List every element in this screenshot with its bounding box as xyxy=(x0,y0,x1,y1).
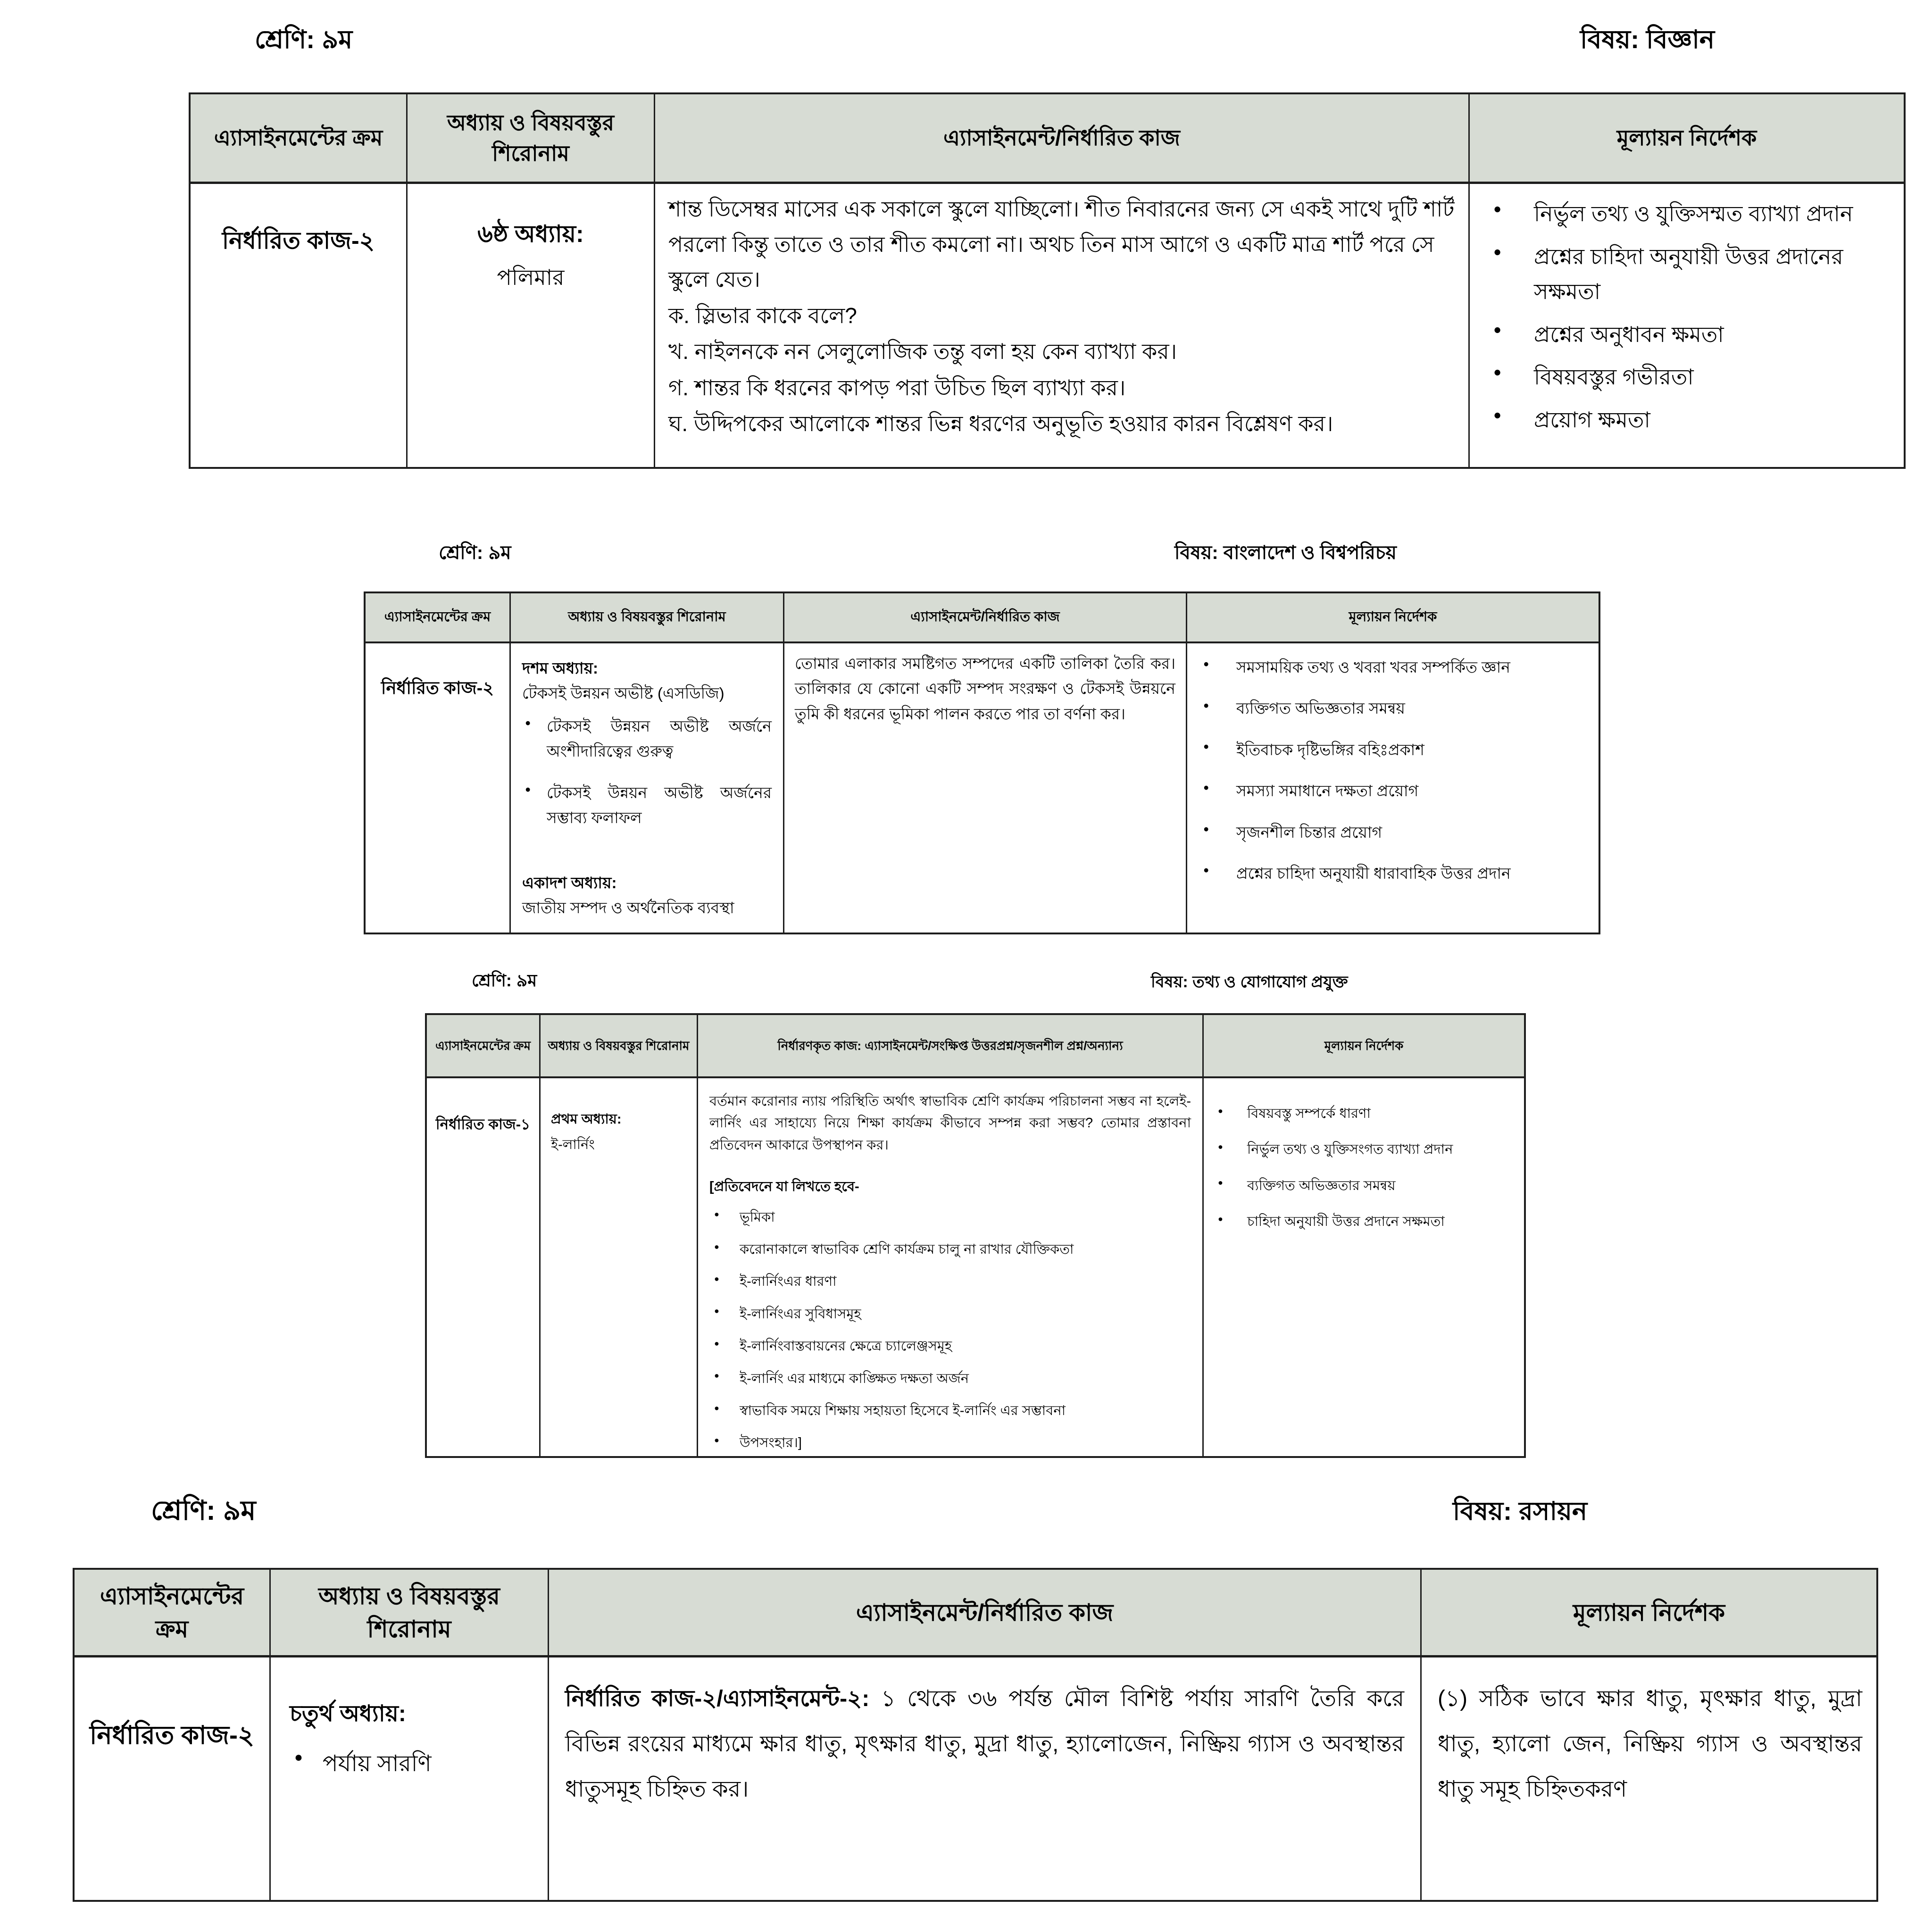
class-label-bgs: শ্রেণি: ৯ম xyxy=(439,542,511,563)
class-label-science: শ্রেণি: ৯ম xyxy=(255,25,353,54)
report-bullet-item: ● ই-লার্নিংএর সুবিধাসমূহ xyxy=(709,1303,1191,1325)
chapter-subtitle: ই-লার্নিং xyxy=(551,1137,595,1153)
task-text: ১ থেকে ৩৬ পর্যন্ত মৌল বিশিষ্ট পর্যায় সারণি তৈরি করে বিভিন্ন রংয়ের মাধ্যমে ক্ষার ধাতু, মৃৎক্ষার ধাতু, মুদ্রা ধাতু, হ্যালোজেন, নিষ্ক্রিয় গ্যাস ও অবস্থান্তর ধাতুসমূহ চিহ্নিত কর। xyxy=(565,1686,1404,1802)
column-header-task: এ্যাসাইনমেন্ট/নির্ধারিত কাজ xyxy=(549,1570,1422,1657)
indicator-item: ● প্রশ্নের চাহিদা অনুযায়ী উত্তর প্রদানের সক্ষমতা xyxy=(1489,239,1894,309)
subject-label-bgs: বিষয়: বাংলাদেশ ও বিশ্বপরিচয় xyxy=(1174,542,1397,563)
task-cell xyxy=(655,184,1470,467)
column-header-task: এ্যাসাইনমেন্ট/নির্ধারিত কাজ xyxy=(784,593,1187,643)
chapter-title-2: একাদশ অধ্যায়: xyxy=(522,874,617,891)
report-bullet-item: ● করোনাকালে স্বাভাবিক শ্রেণি কার্যক্রম চালু না রাখার যৌক্তিকতা xyxy=(709,1239,1191,1260)
column-header-task: নির্ধারণকৃত কাজ: এ্যাসাইনমেন্ট/সংক্ষিপ্ত উত্তরপ্রশ্ন/সৃজনশীল প্রশ্ন/অন্যান্য xyxy=(698,1015,1204,1078)
spacer xyxy=(522,847,772,867)
column-header-indicator: মূল্যায়ন নির্দেশক xyxy=(1470,94,1904,184)
report-bullet-item: ● স্বাভাবিক সময়ে শিক্ষায় সহায়তা হিসেবে ই-লার্নিং এর সম্ভাবনা xyxy=(709,1400,1191,1422)
task-line: শান্ত ডিসেম্বর মাসের এক সকালে স্কুলে যাচ্ছিলো। শীত নিবারনের জন্য সে একই সাথে দুটি শার্ট পরলো কিন্তু তাতে ও তার শীত কমলো না। অথচ তিন মাস আগে ও একটি মাত্র শার্ট পরে সে স্কুলে যেত। xyxy=(668,197,1455,292)
assignment-table-science xyxy=(189,92,1906,469)
chapter-cell xyxy=(271,1657,549,1900)
chapter-cell xyxy=(408,184,655,467)
seq-cell: নির্ধারিত কাজ-২ xyxy=(366,643,511,933)
task-bold-prefix: নির্ধারিত কাজ-২/এ্যাসাইনমেন্ট-২: xyxy=(565,1686,870,1711)
seq-cell: নির্ধারিত কাজ-২ xyxy=(191,184,408,467)
indicator-item: ● বিষয়বস্তু সম্পর্কে ধারণা xyxy=(1216,1103,1517,1124)
indicators-cell: (১) সঠিক ভাবে ক্ষার ধাতু, মৃৎক্ষার ধাতু, মুদ্রা ধাতু, হ্যালো জেন, নিষ্ক্রিয় গ্যাস ও অবস্থান্তর ধাতু সমূহ চিহ্নিতকরণ xyxy=(1422,1657,1876,1900)
indicators-cell xyxy=(1204,1078,1524,1456)
chapter-cell xyxy=(541,1078,698,1456)
chapter-subtitle: টেকসই উন্নয়ন অভীষ্ট (এসডিজি) xyxy=(522,684,724,702)
indicator-item: ● সমসাময়িক তথ্য ও খবরা খবর সম্পর্কিত জ্ঞান xyxy=(1201,655,1591,680)
chapter-bullet-list xyxy=(522,714,772,831)
class-label-chemistry: শ্রেণি: ৯ম xyxy=(151,1495,256,1526)
report-bullet-item: ● ই-লার্নিং এর মাধ্যমে কাঙ্ক্ষিত দক্ষতা অর্জন xyxy=(709,1368,1191,1390)
column-header-serial: এ্যাসাইনমেন্টের ক্রম xyxy=(427,1015,541,1078)
column-header-serial: এ্যাসাইনমেন্টের ক্রম xyxy=(191,94,408,184)
subject-label-ict: বিষয়: তথ্য ও যোগাযোগ প্রযুক্ত xyxy=(1151,973,1348,991)
chapter-bullet-list xyxy=(290,1741,538,1787)
task-line: খ. নাইলনকে নন সেলুলোজিক তন্তু বলা হয় কেন ব্যাখ্যা কর। xyxy=(668,339,1177,364)
task-paragraph: বর্তমান করোনার ন্যায় পরিস্থিতি অর্থাৎ স্বাভাবিক শ্রেণি কার্যক্রম পরিচালনা সম্ভব না হলেই-লার্নিং এর সাহায্যে নিয়ে শিক্ষা কার্যক্রম কীভাবে সম্পন্ন করা সম্ভব? তোমার প্রস্তাবনা প্রতিবেদন আকারে উপস্থাপন কর। xyxy=(709,1094,1191,1153)
task-line: ঘ. উদ্দিপকের আলোকে শান্তর ভিন্ন ধরণের অনুভূতি হওয়ার কারন বিশ্লেষণ কর। xyxy=(668,411,1333,436)
assignment-table-chemistry xyxy=(73,1568,1878,1902)
report-bullet-list xyxy=(709,1207,1191,1454)
column-header-chapter: অধ্যায় ও বিষয়বস্তুর শিরোনাম xyxy=(541,1015,698,1078)
indicator-item: ● প্রশ্নের চাহিদা অনুযায়ী ধারাবাহিক উত্তর প্রদান xyxy=(1201,861,1591,886)
subject-label-chemistry: বিষয়: রসায়ন xyxy=(1453,1497,1588,1525)
column-header-serial: এ্যাসাইনমেন্টের ক্রম xyxy=(75,1570,271,1657)
indicator-item: ● নির্ভুল তথ্য ও যুক্তিসম্মত ব্যাখ্যা প্রদান xyxy=(1489,196,1894,232)
indicator-item: ● চাহিদা অনুযায়ী উত্তর প্রদানে সক্ষমতা xyxy=(1216,1211,1517,1232)
column-header-task: এ্যাসাইনমেন্ট/নির্ধারিত কাজ xyxy=(655,94,1470,184)
chapter-bullet-item: ● পর্যায় সারণি xyxy=(290,1741,538,1787)
assignment-table-ict xyxy=(425,1013,1526,1458)
indicator-item: ● সমস্যা সমাধানে দক্ষতা প্রয়োগ xyxy=(1201,778,1591,803)
class-label-ict: শ্রেণি: ৯ম xyxy=(472,971,537,990)
chapter-cell xyxy=(511,643,784,933)
task-line: গ. শান্তর কি ধরনের কাপড় পরা উচিত ছিল ব্যাখ্যা কর। xyxy=(668,375,1126,400)
chapter-title: চতুর্থ অধ্যায়: xyxy=(290,1701,406,1726)
indicator-item: ● সৃজনশীল চিন্তার প্রয়োগ xyxy=(1201,820,1591,845)
chapter-title: দশম অধ্যায়: xyxy=(522,659,598,677)
chapter-title: প্রথম অধ্যায়: xyxy=(551,1112,622,1127)
task-cell xyxy=(698,1078,1204,1456)
column-header-indicator: মূল্যায়ন নির্দেশক xyxy=(1422,1570,1876,1657)
column-header-chapter: অধ্যায় ও বিষয়বস্তুর শিরোনাম xyxy=(271,1570,549,1657)
chapter-subtitle-2: জাতীয় সম্পদ ও অর্থনৈতিক ব্যবস্থা xyxy=(522,899,734,917)
report-heading: [প্রতিবেদনে যা লিখতে হবে- xyxy=(709,1179,859,1195)
column-header-chapter: অধ্যায় ও বিষয়বস্তুর শিরোনাম xyxy=(511,593,784,643)
chapter-subtitle: পলিমার xyxy=(497,265,565,290)
indicators-cell xyxy=(1470,184,1904,467)
chapter-bullet-item: ● টেকসই উন্নয়ন অভীষ্ট অর্জনে অংশীদারিত্বের গুরুত্ব xyxy=(522,714,772,764)
report-bullet-item: ● ই-লার্নিংএর ধারণা xyxy=(709,1271,1191,1292)
subject-label-science: বিষয়: বিজ্ঞান xyxy=(1580,25,1715,54)
indicator-item: ● নির্ভুল তথ্য ও যুক্তিসংগত ব্যাখ্যা প্রদান xyxy=(1216,1139,1517,1160)
indicator-item: ● ব্যক্তিগত অভিজ্ঞতার সমন্বয় xyxy=(1216,1175,1517,1197)
indicator-item: ● প্রয়োগ ক্ষমতা xyxy=(1489,402,1894,438)
chapter-title: ৬ষ্ঠ অধ্যায়: xyxy=(477,221,584,247)
indicator-item: ● প্রশ্নের অনুধাবন ক্ষমতা xyxy=(1489,317,1894,352)
column-header-indicator: মূল্যায়ন নির্দেশক xyxy=(1204,1015,1524,1078)
indicator-item: ● বিষয়বস্তুর গভীরতা xyxy=(1489,359,1894,395)
assignment-table-bangladesh xyxy=(364,591,1600,934)
indicator-item: ● ইতিবাচক দৃষ্টিভঙ্গির বহিঃপ্রকাশ xyxy=(1201,737,1591,762)
column-header-chapter: অধ্যায় ও বিষয়বস্তুর শিরোনাম xyxy=(408,94,655,184)
column-header-serial: এ্যাসাইনমেন্টের ক্রম xyxy=(366,593,511,643)
report-bullet-item: ● ভূমিকা xyxy=(709,1207,1191,1228)
report-bullet-item: ● ই-লার্নিংবাস্তবায়নের ক্ষেত্রে চ্যালেঞ্জসমূহ xyxy=(709,1335,1191,1357)
report-bullet-item: ● উপসংহার।] xyxy=(709,1432,1191,1454)
task-cell xyxy=(549,1657,1422,1900)
indicator-item: ● ব্যক্তিগত অভিজ্ঞতার সমন্বয় xyxy=(1201,696,1591,721)
indicators-cell xyxy=(1187,643,1599,933)
seq-cell: নির্ধারিত কাজ-২ xyxy=(75,1657,271,1900)
chapter-bullet-item: ● টেকসই উন্নয়ন অভীষ্ট অর্জনের সম্ভাব্য ফলাফল xyxy=(522,780,772,831)
column-header-indicator: মূল্যায়ন নির্দেশক xyxy=(1187,593,1599,643)
task-line: ক. স্লিভার কাকে বলে? xyxy=(668,303,857,328)
task-cell: তোমার এলাকার সমষ্টিগত সম্পদের একটি তালিকা তৈরি কর। তালিকার যে কোনো একটি সম্পদ সংরক্ষণ ও টেকসই উন্নয়নে তুমি কী ধরনের ভূমিকা পালন করতে পার তা বর্ণনা কর। xyxy=(784,643,1187,933)
seq-cell: নির্ধারিত কাজ-১ xyxy=(427,1078,541,1456)
